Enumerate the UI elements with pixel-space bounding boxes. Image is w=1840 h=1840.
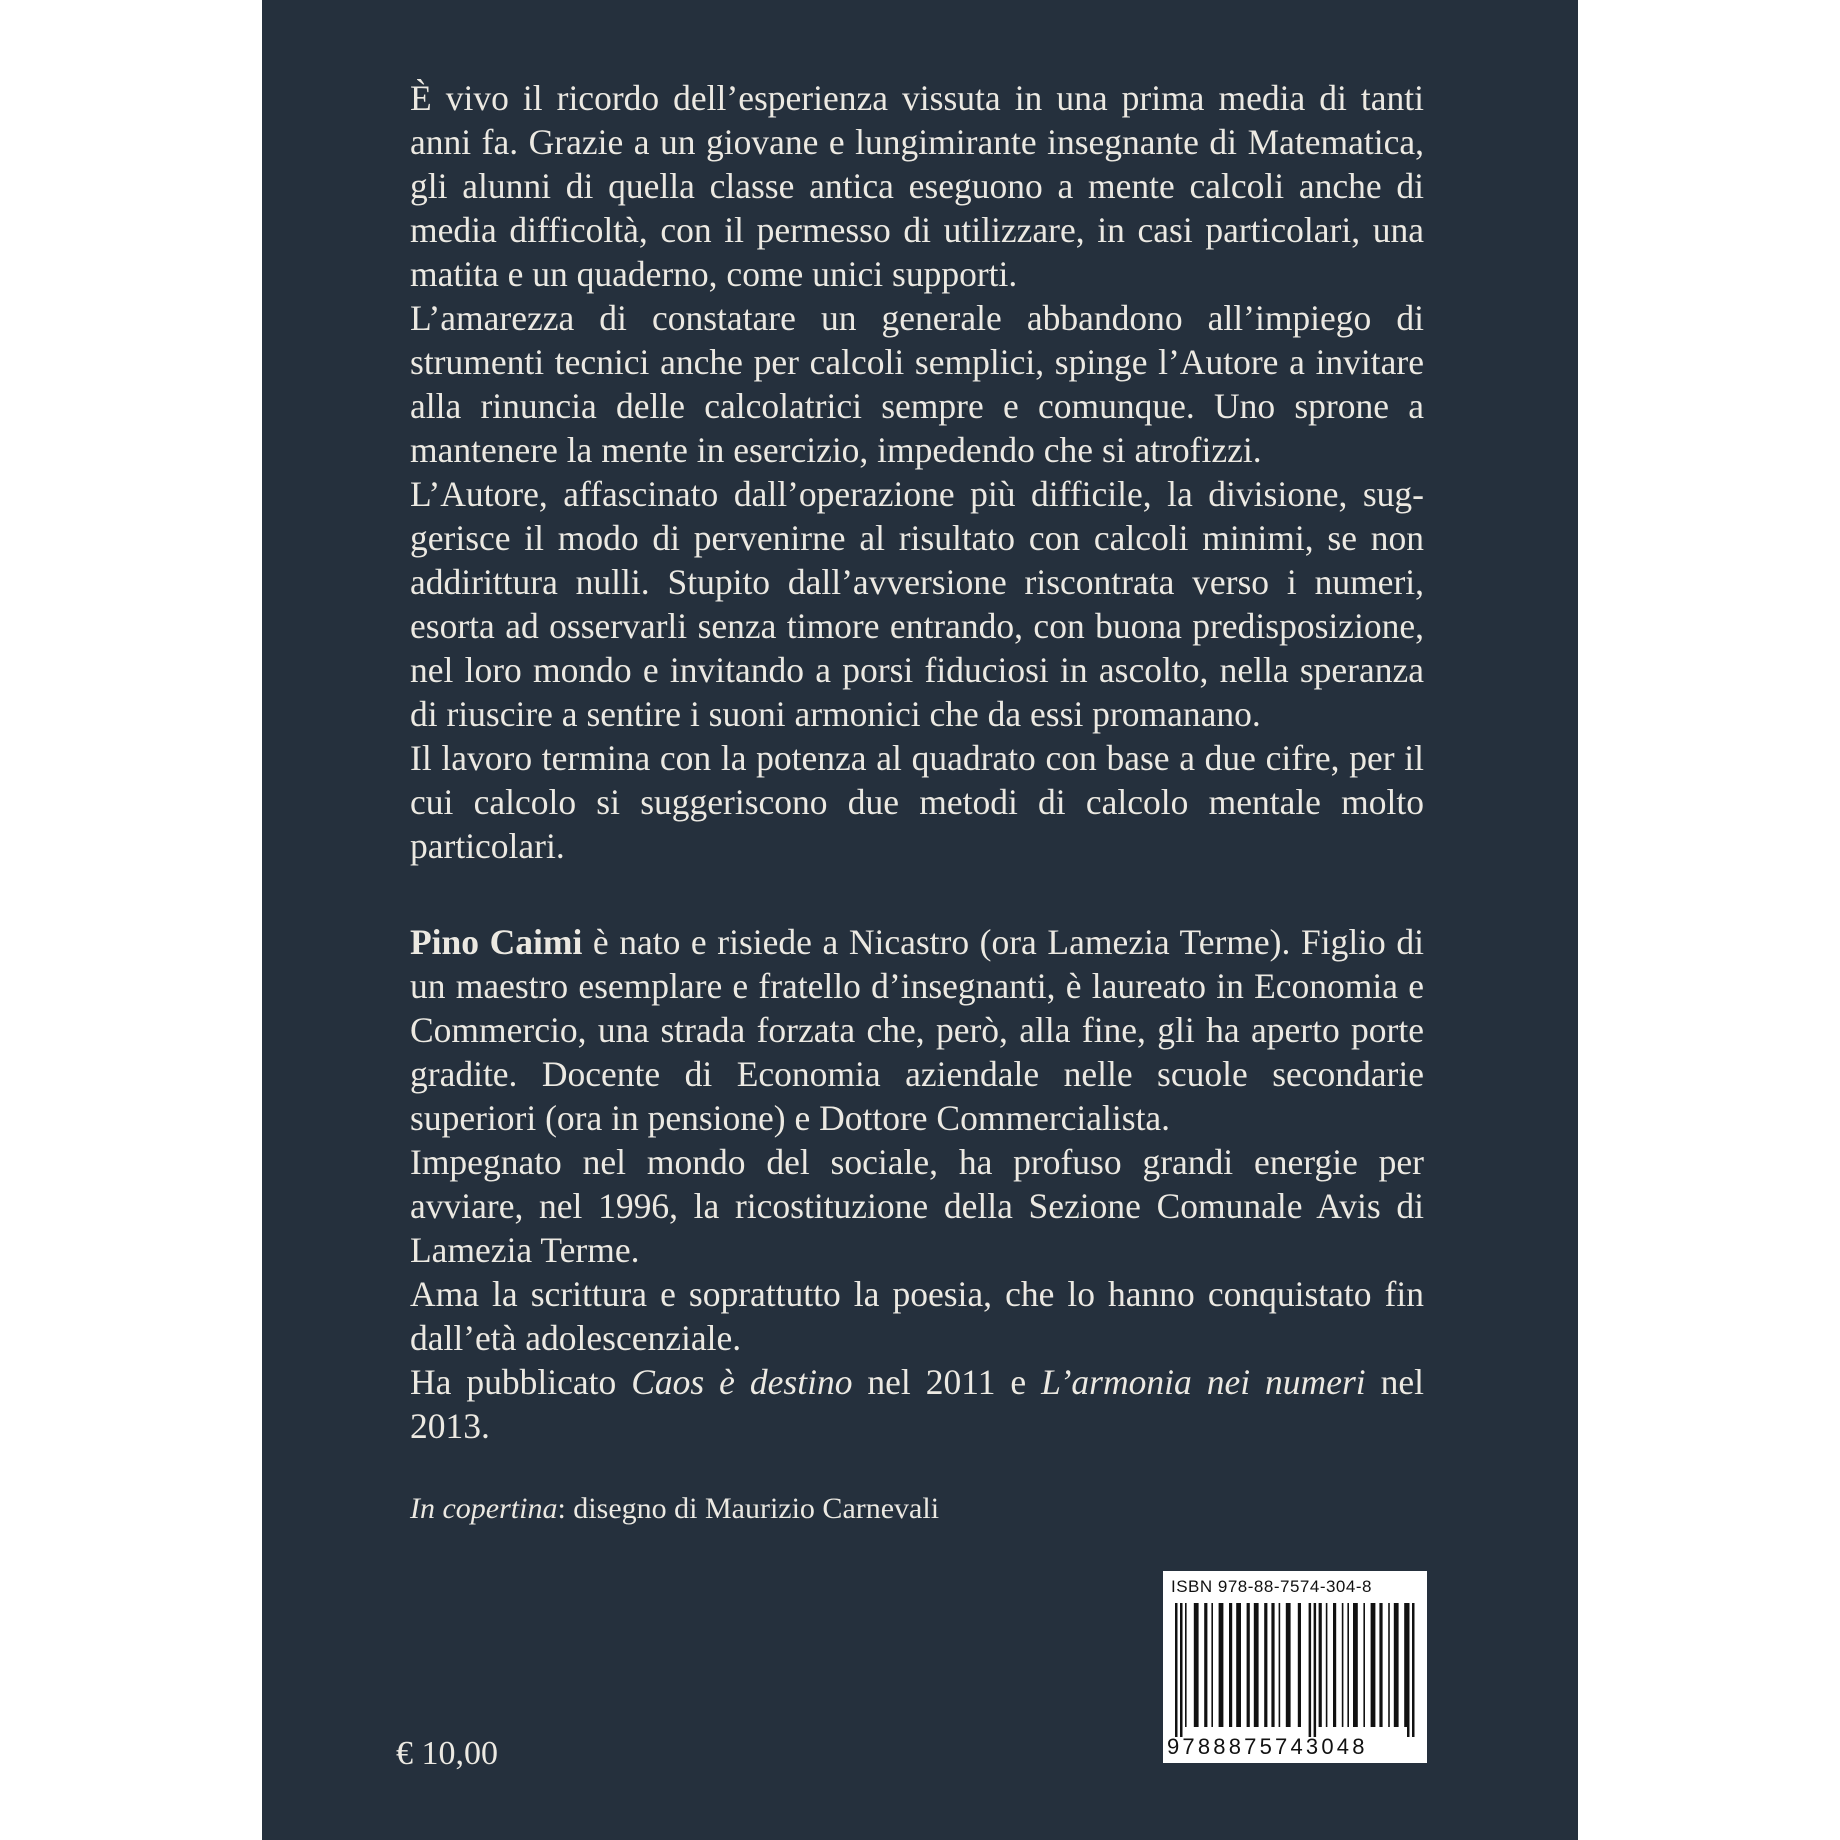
- barcode-bar: [1194, 1603, 1199, 1727]
- credit-text: : disegno di Maurizio Carnevali: [557, 1492, 940, 1525]
- barcode-bar: [1229, 1603, 1232, 1727]
- barcode-bar: [1394, 1603, 1399, 1727]
- barcode-icon: [1169, 1603, 1421, 1737]
- author-bio-paragraph: [410, 920, 1424, 1140]
- credit-label: In copertina: [410, 1492, 558, 1525]
- barcode-bar: [1309, 1603, 1312, 1737]
- barcode-bar: [1247, 1603, 1250, 1727]
- blurb-paragraph: L’Autore, affascinato dall’operazione più difficile, la divisione, suggerisce il modo di pervenirne al risultato con calcoli minimi, se non addirittura nulli. Stupito dall’avversione riscontrata verso i numeri, esorta ad osservarli senza timore entrando, con buona predisposizione, nel loro mondo e invitando a porsi fiduciosi in ascolto, nella speranza di riuscire a sentire i suoni armonici che da essi promanano.: [410, 474, 1424, 734]
- publications-prefix: Ha pubblicato: [410, 1362, 632, 1402]
- barcode-bar: [1371, 1603, 1376, 1727]
- barcode-bar: [1326, 1603, 1328, 1727]
- barcode-bar: [1353, 1603, 1358, 1727]
- barcode-bar: [1254, 1603, 1259, 1727]
- barcode-bar: [1404, 1603, 1407, 1727]
- barcode-bar: [1175, 1603, 1178, 1737]
- barcode-bar: [1363, 1603, 1365, 1727]
- isbn-barcode: [1163, 1571, 1427, 1763]
- barcode-bar: [1211, 1603, 1213, 1727]
- author-bio-paragraph: Ama la scrittura e soprattutto la poesia, che lo hanno conquistato fin dall’età adolescenziale.: [410, 1274, 1424, 1358]
- publication-title: L’armonia nei numeri: [1041, 1362, 1366, 1402]
- barcode-bar: [1314, 1603, 1317, 1737]
- barcode-bar: [1279, 1603, 1281, 1727]
- cover-credit: [410, 1489, 1424, 1529]
- ean-number: 9788875743048: [1167, 1734, 1368, 1759]
- barcode-bar: [1342, 1603, 1344, 1727]
- barcode-bar: [1379, 1603, 1382, 1727]
- publications-middle: nel 2011 e: [852, 1362, 1042, 1402]
- barcode-bar: [1412, 1603, 1415, 1737]
- barcode-bar: [1298, 1603, 1301, 1727]
- isbn-number: ISBN 978-88-7574-304-8: [1171, 1577, 1372, 1596]
- barcode-bar: [1388, 1603, 1390, 1727]
- back-cover: [262, 0, 1578, 1840]
- publications-suffix: nel 2013.: [410, 1362, 1424, 1446]
- barcode-bar: [1271, 1603, 1274, 1727]
- barcode-bar: [1319, 1603, 1322, 1727]
- barcode-bar: [1333, 1603, 1336, 1727]
- book-blurb: [410, 76, 1424, 868]
- author-bio-text: è nato e risiede a Nicastro (ora Lamezia Terme). Figlio di un maestro esemplare e fratello d’insegnanti, è laureato in Economia e Commercio, una strada forzata che, però, alla fine, gli ha aperto porte gradite. Docente di Economia aziendale nelle scuole secondarie superiori (ora in pensione) e Dottore Commercialista.: [410, 922, 1424, 1138]
- author-biography: [410, 920, 1424, 1448]
- barcode-bar: [1185, 1603, 1187, 1727]
- publication-title: Caos è destino: [631, 1362, 853, 1402]
- author-name: Pino Caimi: [410, 922, 583, 962]
- price: € 10,00: [396, 1735, 498, 1772]
- barcode-bar: [1407, 1603, 1410, 1737]
- barcode-bar: [1236, 1603, 1241, 1727]
- author-bio-paragraph: Impegnato nel mondo del sociale, ha profuso grandi energie per avviare, nel 1996, la ricostituzione della Sezione Comunale Avis di Lamezia Terme.: [410, 1142, 1424, 1270]
- blurb-paragraph: L’amarezza di constatare un generale abbandono all’impiego di strumenti tecnici anche per calcoli semplici, spinge l’Autore a invitare alla rinuncia delle calcolatrici sempre e comunque. Uno sprone a mantenere la mente in esercizio, impedendo che si atrofizzi.: [410, 298, 1424, 470]
- barcode-bar: [1286, 1603, 1291, 1727]
- barcode-bar: [1180, 1603, 1183, 1737]
- blurb-paragraph: È vivo il ricordo dell’esperienza vissuta in una prima media di tanti anni fa. Grazie a un giovane e lungimirante insegnante di Matematica, gli alunni di quella classe antica eseguono a mente calcoli anche di media difficoltà, con il permesso di utilizzare, in casi particolari, una matita e un quaderno, come unici supporti.: [410, 78, 1424, 294]
- barcode-bar: [1219, 1603, 1224, 1727]
- barcode-bar: [1264, 1603, 1267, 1727]
- barcode-bar: [1204, 1603, 1207, 1727]
- barcode-bar: [1347, 1603, 1349, 1727]
- blurb-paragraph: Il lavoro termina con la potenza al quadrato con base a due cifre, per il cui calcolo si suggeriscono due metodi di calcolo mentale molto particolari.: [410, 738, 1424, 866]
- author-publications: [410, 1360, 1424, 1448]
